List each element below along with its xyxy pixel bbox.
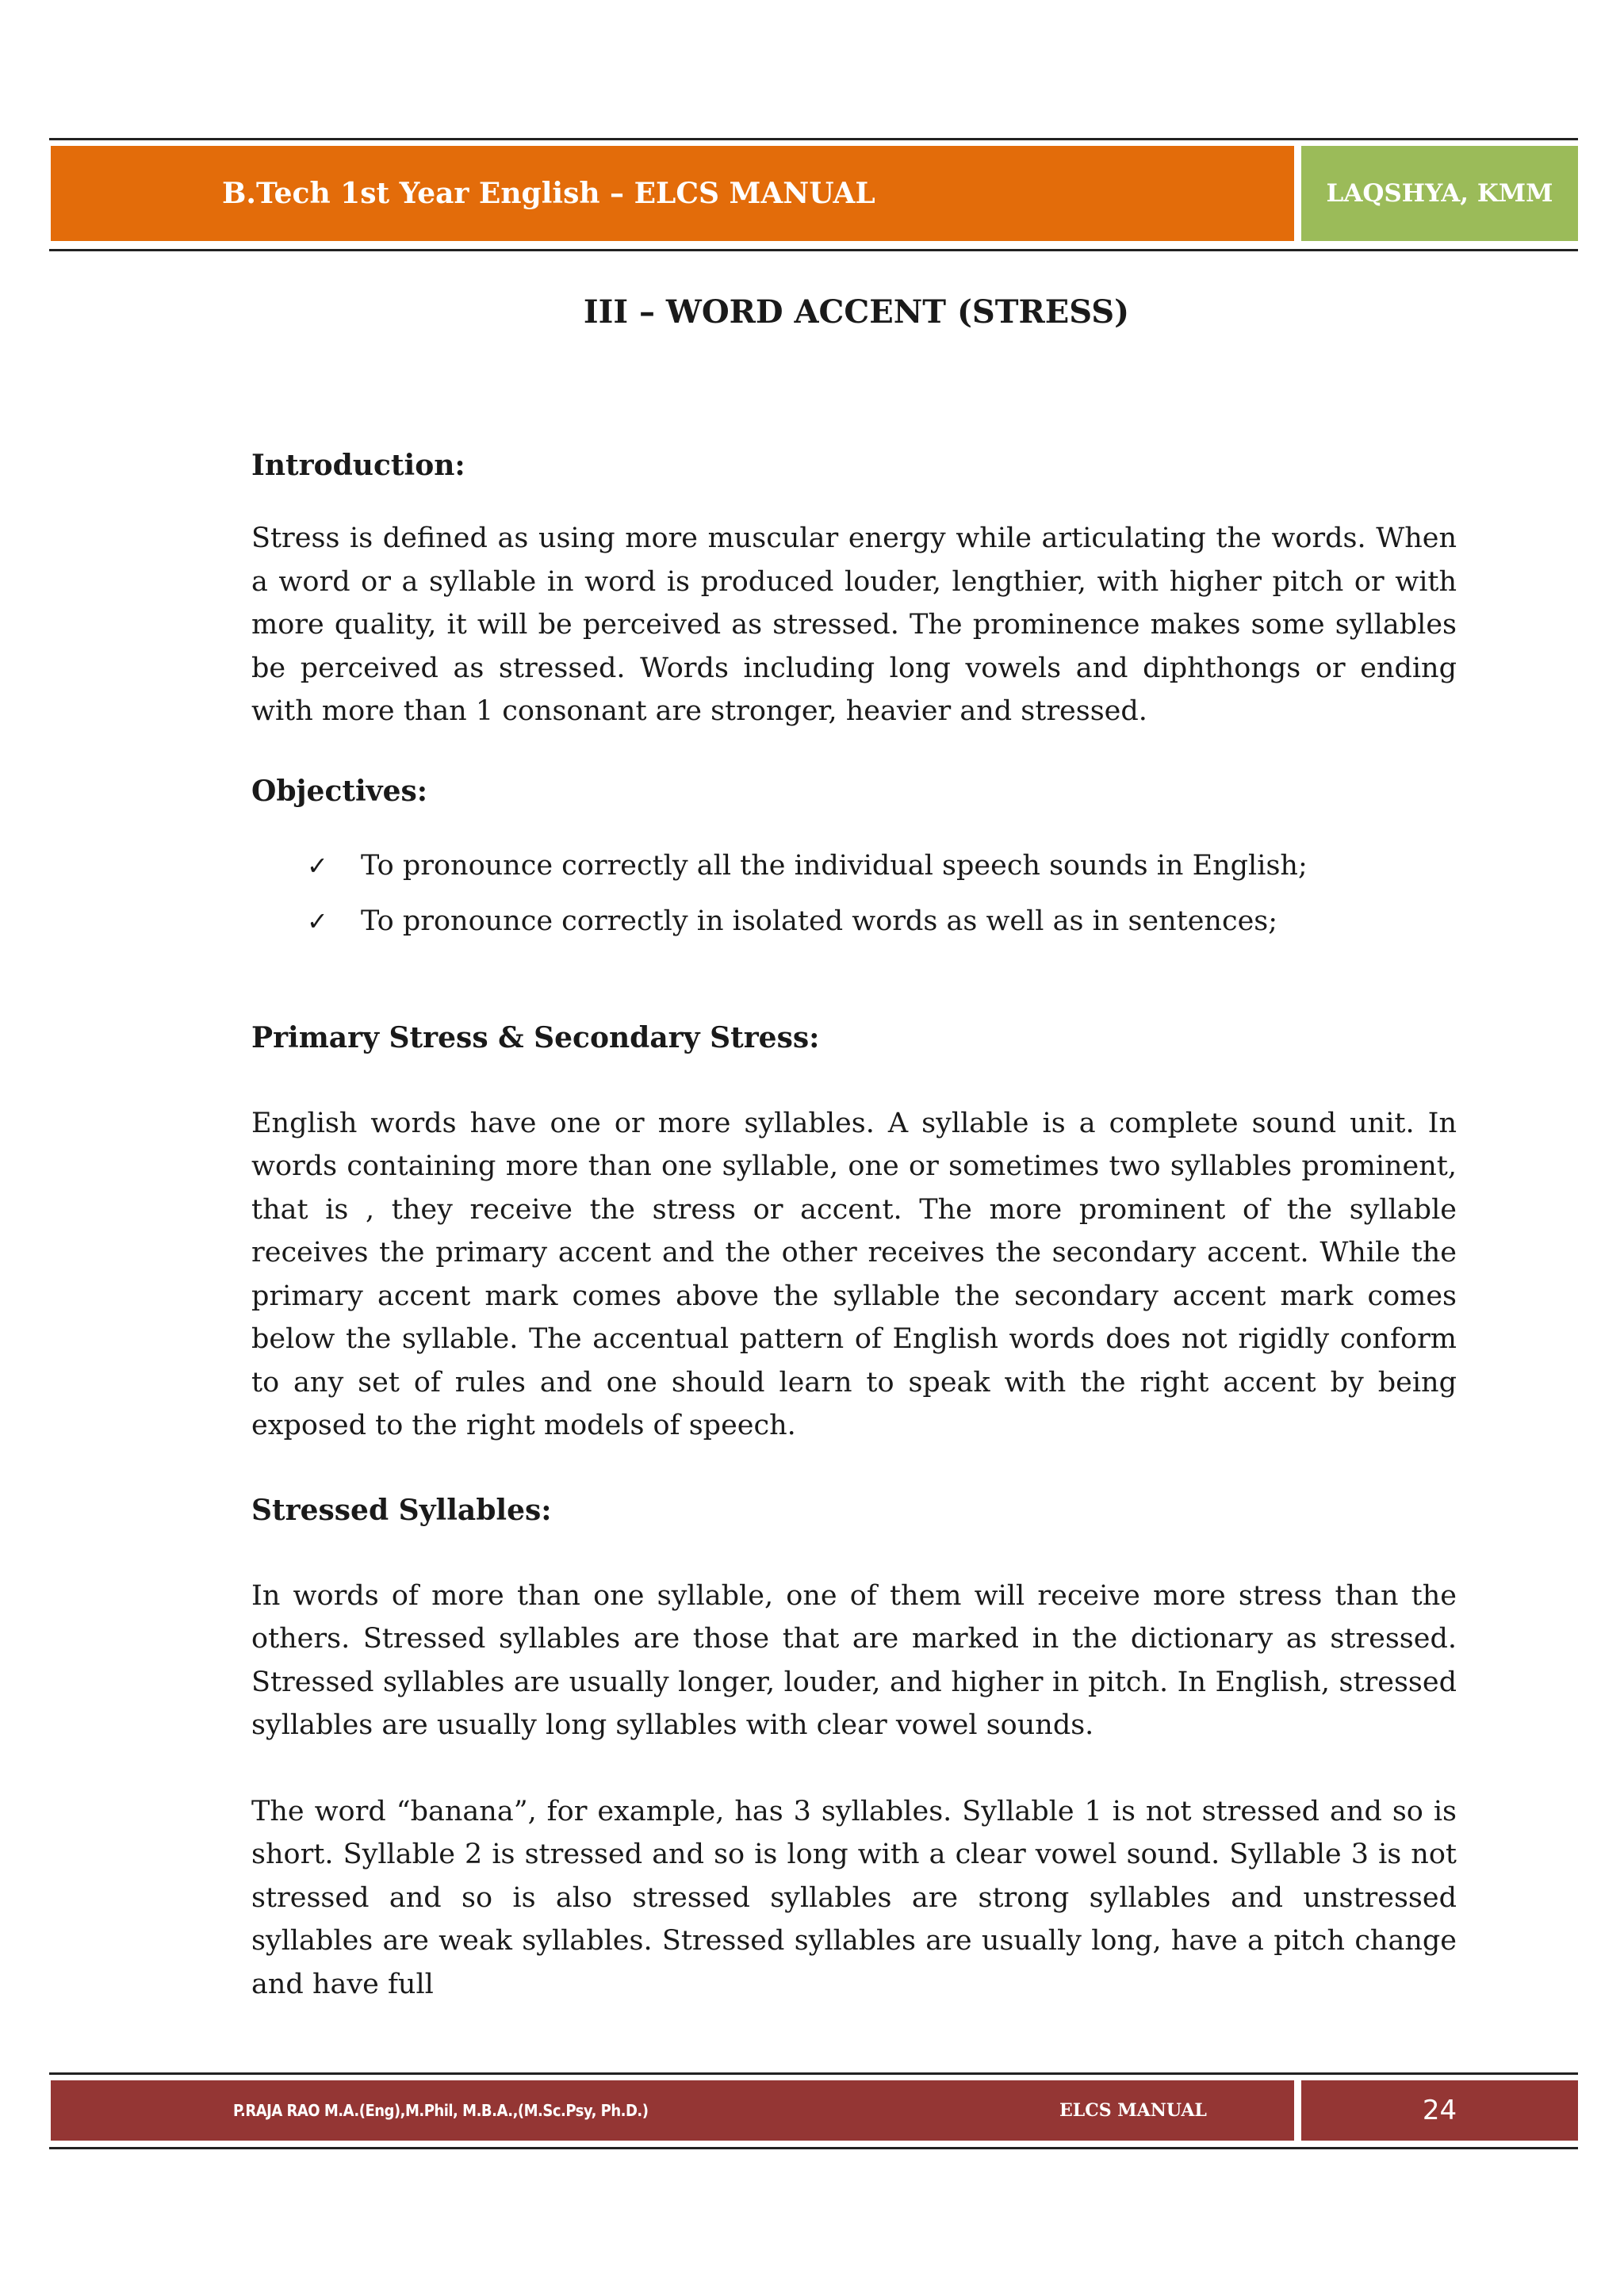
list-item [251,844,1457,888]
primary-secondary-paragraph: English words have one or more syllables. A syllable is a complete sound unit. In words containing more than one syllable, one or sometimes two syllables prominent, that is , they receive the stress or accent. The more prominent of the syllable receives the primary accent and the other receives the secondary accent. While the primary accent mark comes above the syllable the secondary accent mark comes below the syllable. The accentual pattern of English words does not rigidly conform to any set of rules and one should learn to speak with the right accent by being exposed to the right models of speech. [251,1107,1457,1441]
page-number: 24 [1422,2095,1457,2126]
footer-banner [51,2080,1294,2141]
objective-text: To pronounce correctly all the individual speech sounds in English; [361,849,1308,882]
footer-author: P.RAJA RAO M.A.(Eng),M.Phil, M.B.A.,(M.Sc.Psy, Ph.D.) [233,2101,649,2120]
objectives-heading: Objectives: [251,774,428,808]
header-institution: LAQSHYA, KMM [1326,179,1553,208]
introduction-heading: Introduction: [251,449,465,482]
footer-bottom-rule [49,2147,1578,2149]
header-course-banner [51,146,1294,241]
header-course-title: B.Tech 1st Year English – ELCS MANUAL [222,177,875,210]
page-title: III – WORD ACCENT (STRESS) [583,293,1130,331]
introduction-paragraph: Stress is defined as using more muscular energy while articulating the words. When a word or a syllable in word is produced louder, lengthier, with higher pitch or with more quality, it will be perceived as stressed. The prominence makes some syllables be perceived as stressed. Words including long vowels and diphthongs or ending with more than 1 consonant are stronger, heavier and stressed. [251,522,1457,727]
list-item [251,900,1457,943]
footer-manual-label: ELCS MANUAL [1059,2100,1207,2121]
footer-page-box [1301,2080,1578,2141]
check-icon: ✓ [307,850,328,881]
stressed-syllables-heading: Stressed Syllables: [251,1493,552,1527]
header-bottom-rule [49,249,1578,251]
header-top-rule [49,138,1578,140]
check-icon: ✓ [307,906,328,936]
footer-top-rule [49,2072,1578,2075]
stressed-syllables-paragraph: In words of more than one syllable, one of them will receive more stress than the others. Stressed syllables are those that are marked in the dictionary as stressed. Stressed syllables are usually longer, louder, and higher in pitch. In English, stressed syllables are usually long syllables with clear vowel sounds. [251,1579,1457,1741]
objectives-list [251,844,1457,943]
main-content [251,444,1457,2006]
header-institution-banner [1301,146,1578,241]
primary-secondary-heading: Primary Stress & Secondary Stress: [251,1020,820,1054]
objective-text: To pronounce correctly in isolated words as well as in sentences; [361,905,1278,937]
banana-example-paragraph: The word “banana”, for example, has 3 syllables. Syllable 1 is not stressed and so is short. Syllable 2 is stressed and so is long with a clear vowel sound. Syllable 3 is not stressed and so is also stressed syllables are strong syllables and unstressed syllables are weak syllables. Stressed syllables are usually long, have a pitch change and have full [251,1795,1457,2000]
